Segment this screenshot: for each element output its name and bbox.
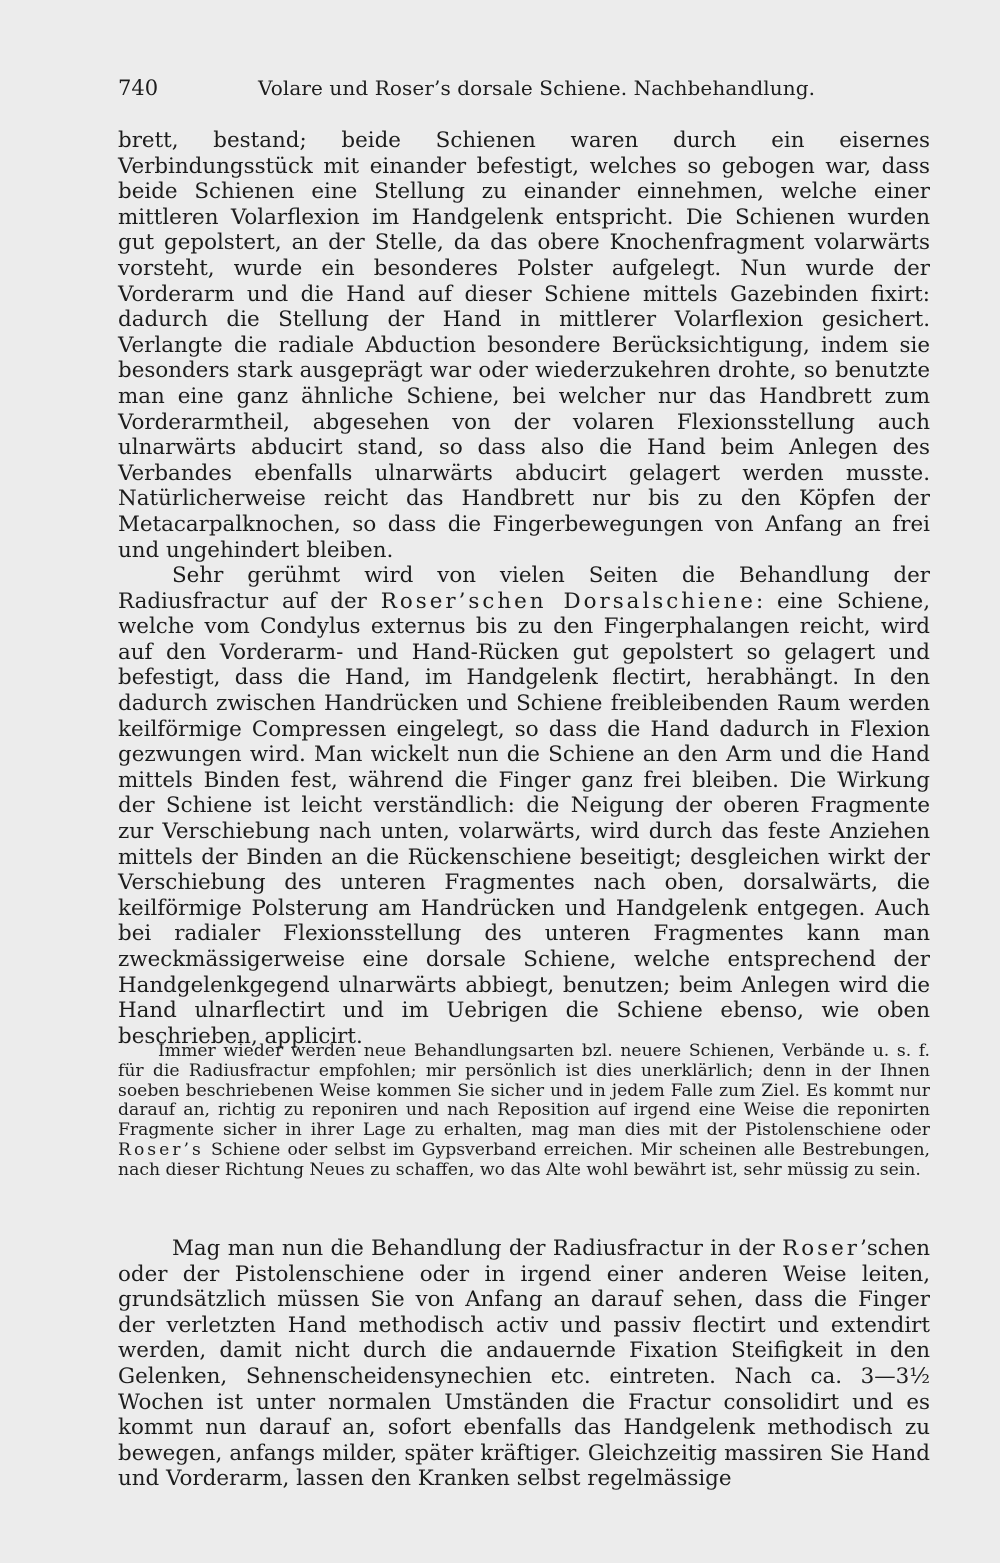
footnote-start: Immer wieder werden neue Behandlungsarten bzl. neuere Schienen, Verbände u. s. f. für die Radiusfractur empfohlen; mir persönlich ist dies unerklärlich; denn in der Ihnen soeben beschriebenen Weise kommen Sie sicher und in jedem Falle zum Ziel. Es kommt nur darauf an, richtig zu reponiren und nach Reposition auf irgend eine Weise die reponirten Fragmente sicher in ihrer Lage zu erhalten, mag man dies mit der Pistolenschiene oder xyxy=(118,1041,930,1141)
page-number: 740 xyxy=(118,76,159,100)
paragraph-3-rest: ’schen oder der Pistolenschiene oder in irgend einer anderen Weise leiten, grundsätzlich müssen Sie von Anfang an darauf sehen, dass die Finger der verletzten Hand methodisch activ und passiv flectirt und extendirt werden, damit nicht durch die andauernde Fixation Steifigkeit in den Gelenken, Sehnenscheidensynechien etc. eintreten. Nach ca. 3—3½ Wochen ist unter normalen Umständen die Fractur consolidirt und es kommt nun darauf an, sofort ebenfalls das Handgelenk methodisch zu bewegen, anfangs milder, später kräftiger. Gleichzeitig massiren Sie Hand und Vorderarm, lassen den Kranken selbst regelmässige xyxy=(118,1236,930,1492)
paragraph-2-start: Sehr gerühmt wird von vielen Seiten die Behandlung der Radiusfractur auf der xyxy=(118,563,930,614)
paragraph-2-emphasis: Roser’schen Dorsalschiene xyxy=(380,588,756,614)
footnote-emphasis: Roser’s xyxy=(118,1139,204,1160)
running-title: Volare und Roser’s dorsale Schiene. Nachbehandlung. xyxy=(258,76,816,100)
footnote-text xyxy=(118,1042,930,1181)
paragraph-3-emphasis: Roser xyxy=(782,1236,861,1261)
paragraph-3 xyxy=(118,1236,930,1492)
paragraph-1: brett, bestand; beide Schienen waren durch ein eisernes Verbindungsstück mit einander befestigt, welches so gebogen war, dass beide Schienen eine Stellung zu einander einnehmen, welche einer mittleren Volarflexion im Handgelenk entspricht. Die Schienen wurden gut gepolstert, an der Stelle, da das obere Knochenfragment volarwärts vorsteht, wurde ein besonderes Polster aufgelegt. Nun wurde der Vorderarm und die Hand auf dieser Schiene mittels Gazebinden fixirt: dadurch die Stellung der Hand in mittlerer Volarflexion gesichert. Verlangte die radiale Abduction besondere Berücksichtigung, indem sie besonders stark ausgeprägt war oder wiederzukehren drohte, so benutzte man eine ganz ähnliche Schiene, bei welcher nur das Handbrett zum Vorderarmtheil, abgesehen von der volaren Flexionsstellung auch ulnarwärts abducirt stand, so dass also die Hand beim Anlegen des Verbandes ebenfalls ulnarwärts abducirt gelagert werden musste. Natürlicherweise reicht das Handbrett nur bis zu den Köpfen der Metacarpalknochen, so dass die Fingerbewegungen von Anfang an frei und ungehindert bleiben. xyxy=(118,128,930,563)
main-text xyxy=(118,128,930,1049)
paragraph-3-start: Mag man nun die Behandlung der Radiusfractur in der xyxy=(172,1236,783,1261)
paragraph-2-rest: : eine Schiene, welche vom Condylus externus bis zu den Fingerphalangen reicht, wird auf den Vorderarm- und Hand-Rücken gut gepolstert so gelagert und befestigt, dass die Hand, im Handgelenk flectirt, herabhängt. In den dadurch zwischen Handrücken und Schiene freibleibenden Raum werden keilförmige Compressen eingelegt, so dass die Hand dadurch in Flexion gezwungen wird. Man wickelt nun die Schiene an den Arm und die Hand mittels Binden fest, während die Finger ganz frei bleiben. Die Wirkung der Schiene ist leicht verständlich: die Neigung der oberen Fragmente zur Verschiebung nach unten, volarwärts, wird durch das feste Anziehen mittels der Binden an die Rückenschiene beseitigt; desgleichen wirkt der Verschiebung des unteren Fragmentes nach oben, dorsalwärts, die keilförmige Polsterung am Handrücken und Handgelenk entgegen. Auch bei radialer Flexionsstellung des unteren Fragmentes kann man zweckmässigerweise eine dorsale Schiene, welche entsprechend der Handgelenkgegend ulnarwärts abbiegt, benutzen; beim Anlegen wird die Hand ulnarflectirt und im Uebrigen die Schiene ebenso, wie oben beschrieben, applicirt. xyxy=(118,588,930,1049)
footnote-rest: Schiene oder selbst im Gypsverband erreichen. Mir scheinen alle Bestrebungen, nach dieser Richtung Neues zu schaffen, wo das Alte wohl bewährt ist, sehr müssig zu sein. xyxy=(118,1139,930,1180)
paragraph-2 xyxy=(118,563,930,1049)
main-text-continued xyxy=(118,1236,930,1492)
footnote xyxy=(118,1042,930,1181)
